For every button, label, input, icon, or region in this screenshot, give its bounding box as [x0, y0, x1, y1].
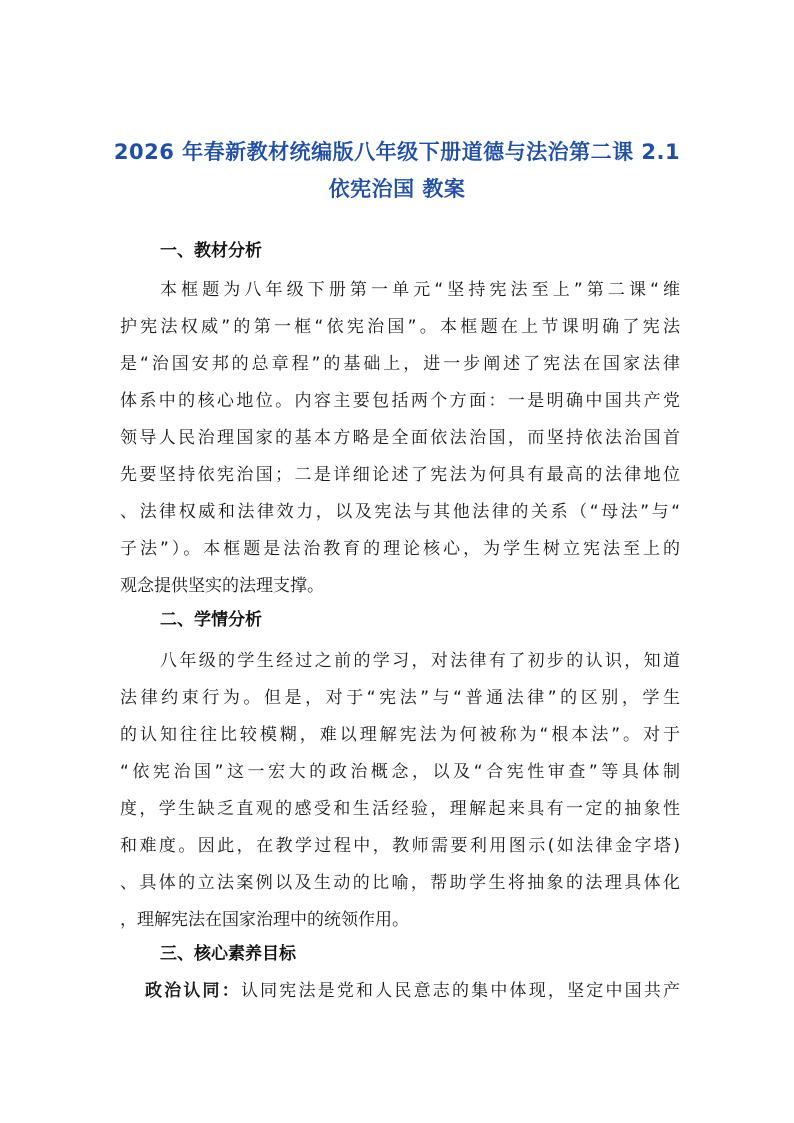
paragraph-line: 、具体的立法案例以及生动的比喻，帮助学生将抽象的法理具体化 — [120, 873, 680, 893]
goal-text: 认同宪法是党和人民意志的集中体现，坚定中国共产 — [240, 981, 681, 1001]
paragraph-line: 领导人民治理国家的基本方略是全面依法治国，而坚持依法治国首 — [120, 428, 680, 448]
paragraph-line: “依宪治国”这一宏大的政治概念，以及“合宪性审查”等具体制 — [120, 762, 680, 782]
paragraph-line: 本框题为八年级下册第一单元“坚持宪法至上”第二课“维 — [160, 280, 680, 300]
paragraph-line: 度，学生缺乏直观的感受和生活经验，理解起来具有一定的抽象性 — [120, 799, 680, 819]
goal-label: 政治认同： — [145, 981, 241, 1001]
paragraph-line: 先要坚持依宪治国；二是详细论述了宪法为何具有最高的法律地位 — [120, 465, 680, 485]
paragraph-line: ，理解宪法在国家治理中的统领作用。 — [120, 910, 409, 930]
paragraph-line: 法律约束行为。但是，对于“宪法”与“普通法律”的区别，学生 — [120, 688, 680, 708]
paragraph-line: 护宪法权威”的第一框“依宪治国”。本框题在上节课明确了宪法 — [120, 317, 680, 337]
document-title-line-2: 依宪治国 教案 — [328, 177, 466, 201]
section-heading-core-literacy-goals: 三、核心素养目标 — [160, 944, 296, 964]
paragraph-line: 观念提供坚实的法理支撑。 — [120, 576, 324, 596]
paragraph-line: 、法律权威和法律效力，以及宪法与其他法律的关系（“母法”与“ — [120, 502, 680, 522]
section-heading-student-analysis: 二、学情分析 — [160, 610, 262, 630]
paragraph-line: 子法”）。本框题是法治教育的理论核心，为学生树立宪法至上的 — [120, 539, 680, 559]
document-title-line-1: 2026 年春新教材统编版八年级下册道德与法治第二课 2.1 — [113, 140, 681, 164]
paragraph-line: 体系中的核心地位。内容主要包括两个方面：一是明确中国共产党 — [120, 391, 680, 411]
section-heading-textbook-analysis: 一、教材分析 — [160, 241, 262, 261]
goal-political-identity — [145, 976, 680, 1001]
paragraph-line: 和难度。因此，在教学过程中，教师需要利用图示(如法律金字塔) — [120, 836, 680, 856]
paragraph-line: 八年级的学生经过之前的学习，对法律有了初步的认识，知道 — [160, 651, 680, 671]
paragraph-line: 是“治国安邦的总章程”的基础上，进一步阐述了宪法在国家法律 — [120, 354, 680, 374]
paragraph-line: 的认知往往比较模糊，难以理解宪法为何被称为“根本法”。对于 — [120, 725, 680, 745]
